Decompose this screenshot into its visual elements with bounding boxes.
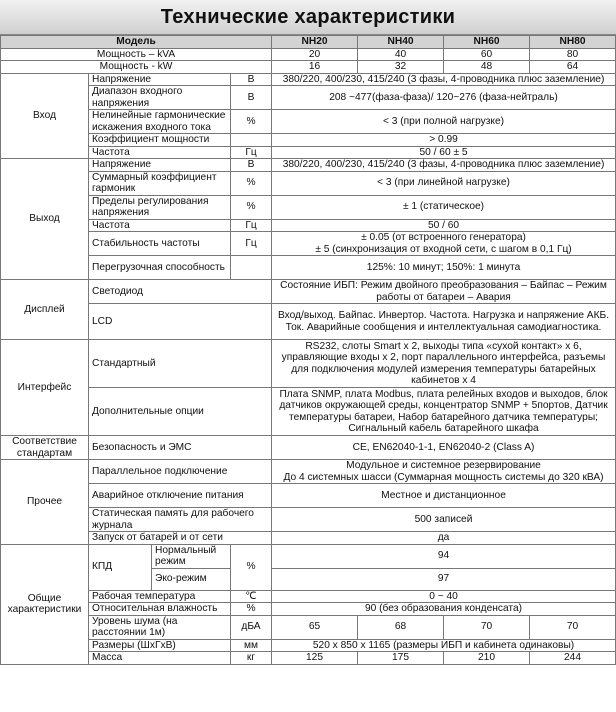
row-label: Напряжение <box>89 159 231 172</box>
row-value: < 3 (при линейной нагрузке) <box>272 171 616 195</box>
row-value: CE, EN62040-1-1, EN62040-2 (Class A) <box>272 436 616 460</box>
group-input: Вход <box>1 73 89 159</box>
row-value: ± 1 (статическое) <box>272 195 616 219</box>
row-label: Стандартный <box>89 340 272 388</box>
row-label: Статическая память для рабочего журнала <box>89 508 272 532</box>
table-row <box>1 388 616 436</box>
spec-table <box>0 35 616 665</box>
power-kw-value: 16 <box>272 61 358 74</box>
value-line: ± 5 (синхронизация от входной сети, с шагом в 0,1 Гц) <box>315 243 572 255</box>
mass-value: 244 <box>530 652 616 665</box>
group-other: Прочее <box>1 460 89 545</box>
row-unit: % <box>231 603 272 616</box>
row-value: < 3 (при полной нагрузке) <box>272 110 616 134</box>
row-value: 520 x 850 x 1165 (размеры ИБП и кабинета одинаковы) <box>272 639 616 652</box>
kpd-eco-value: 97 <box>272 568 616 590</box>
table-row <box>1 73 616 86</box>
table-row <box>1 508 616 532</box>
row-unit: В <box>231 159 272 172</box>
noise-value: 70 <box>530 615 616 639</box>
row-label: Относительная влажность <box>89 603 231 616</box>
kpd-unit: % <box>231 544 272 590</box>
table-row <box>1 484 616 508</box>
table-row <box>1 652 616 665</box>
row-value <box>272 460 616 484</box>
row-value: Местное и дистанционное <box>272 484 616 508</box>
row-label: Светодиод <box>89 280 272 304</box>
row-value <box>272 232 616 256</box>
row-value: RS232, слоты Smart x 2, выходы типа «сухой контакт» x 6, управляющие входы x 2, порт параллельного интерфейса, разъемы для подключения модулей измерения температуры батарейных кабинетов x 4 <box>272 340 616 388</box>
row-unit: кг <box>231 652 272 665</box>
row-label: Запуск от батарей и от сети <box>89 532 272 545</box>
power-kw-value: 64 <box>530 61 616 74</box>
row-value: Состояние ИБП: Режим двойного преобразования – Байпас – Режим работы от батареи – Авария <box>272 280 616 304</box>
row-label: LCD <box>89 304 272 340</box>
table-row <box>1 436 616 460</box>
noise-value: 65 <box>272 615 358 639</box>
table-row <box>1 134 616 147</box>
value-line: Модульное и системное резервирование <box>346 460 541 471</box>
power-kva-value: 20 <box>272 48 358 61</box>
row-label: Параллельное подключение <box>89 460 272 484</box>
kpd-eco-label: Эко-режим <box>152 568 231 590</box>
row-label: Рабочая температура <box>89 590 231 603</box>
row-value: 90 (без образования конденсата) <box>272 603 616 616</box>
row-value: > 0.99 <box>272 134 616 147</box>
row-label: Суммарный коэффициент гармоник <box>89 171 231 195</box>
row-label: Нелинейные гармонические искажения входного тока <box>89 110 231 134</box>
group-interface: Интерфейс <box>1 340 89 436</box>
row-value: да <box>272 532 616 545</box>
page-title: Технические характеристики <box>0 0 616 35</box>
row-label: Коэффициент мощности <box>89 134 231 147</box>
table-row <box>1 232 616 256</box>
noise-value: 70 <box>444 615 530 639</box>
table-row <box>1 639 616 652</box>
row-unit: дБА <box>231 615 272 639</box>
model-nh40: NH40 <box>358 36 444 49</box>
row-value: Вход/выход. Байпас. Инвертор. Частота. Нагрузка и напряжение АКБ. Ток. Аварийные сообщения и интеллектуальная самодиагностика. <box>272 304 616 340</box>
noise-value: 68 <box>358 615 444 639</box>
row-value: 380/220, 400/230, 415/240 (3 фазы, 4-проводника плюс заземление) <box>272 159 616 172</box>
kpd-normal-value: 94 <box>272 544 616 568</box>
row-label: Размеры (ШхГхВ) <box>89 639 231 652</box>
row-unit: мм <box>231 639 272 652</box>
row-label: Частота <box>89 146 231 159</box>
table-row <box>1 603 616 616</box>
row-unit: % <box>231 195 272 219</box>
row-value: 500 записей <box>272 508 616 532</box>
table-row <box>1 256 616 280</box>
row-label: Уровень шума (на расстоянии 1м) <box>89 615 231 639</box>
power-kva-value: 40 <box>358 48 444 61</box>
row-value: 380/220, 400/230, 415/240 (3 фазы, 4-проводника плюс заземление) <box>272 73 616 86</box>
row-label: Масса <box>89 652 231 665</box>
row-label: Аварийное отключение питания <box>89 484 272 508</box>
power-kva-value: 80 <box>530 48 616 61</box>
group-standards: Соответствие стандартам <box>1 436 89 460</box>
row-label: Напряжение <box>89 73 231 86</box>
row-value: 50 / 60 ± 5 <box>272 146 616 159</box>
row-unit: В <box>231 73 272 86</box>
mass-value: 175 <box>358 652 444 665</box>
table-row <box>1 460 616 484</box>
value-line: ± 0.05 (от встроенного генератора) <box>361 232 526 243</box>
kpd-normal-label: Нормальный режим <box>152 544 231 568</box>
table-row <box>1 590 616 603</box>
row-unit: В <box>231 86 272 110</box>
row-unit <box>231 256 272 280</box>
power-kva-value: 60 <box>444 48 530 61</box>
row-unit <box>231 134 272 147</box>
model-nh20: NH20 <box>272 36 358 49</box>
row-value: Плата SNMP, плата Modbus, плата релейных входов и выходов, блок датчиков окружающей среды, концентратор SNMP + 5портов, Датчик температуры батареи, Набор батарейного датчика температуры; Сигнальный кабель батарейного шкафа <box>272 388 616 436</box>
group-general: Общие характеристики <box>1 544 89 664</box>
power-kw-label: Мощность - kW <box>1 61 272 74</box>
table-row <box>1 159 616 172</box>
table-row <box>1 532 616 545</box>
table-row <box>1 86 616 110</box>
table-row <box>1 48 616 61</box>
group-display: Дисплей <box>1 280 89 340</box>
row-unit: Гц <box>231 232 272 256</box>
table-row <box>1 615 616 639</box>
row-label: Безопасность и ЭМС <box>89 436 272 460</box>
table-header-row <box>1 36 616 49</box>
power-kva-label: Мощность – kVA <box>1 48 272 61</box>
row-label: Пределы регулирования напряжения <box>89 195 231 219</box>
table-row <box>1 304 616 340</box>
power-kw-value: 48 <box>444 61 530 74</box>
row-unit: ℃ <box>231 590 272 603</box>
model-header: Модель <box>1 36 272 49</box>
row-value: 208 ~477(фаза-фаза)/ 120~276 (фаза-нейтраль) <box>272 86 616 110</box>
power-kw-value: 32 <box>358 61 444 74</box>
table-row <box>1 340 616 388</box>
row-value: 0 ~ 40 <box>272 590 616 603</box>
mass-value: 210 <box>444 652 530 665</box>
kpd-label: КПД <box>89 544 152 590</box>
table-row <box>1 110 616 134</box>
table-row <box>1 195 616 219</box>
table-row <box>1 171 616 195</box>
row-label: Частота <box>89 219 231 232</box>
row-label: Дополнительные опции <box>89 388 272 436</box>
value-line: До 4 системных шасси (Суммарная мощность системы до 320 кВА) <box>283 471 604 483</box>
row-label: Диапазон входного напряжения <box>89 86 231 110</box>
model-nh80: NH80 <box>530 36 616 49</box>
model-nh60: NH60 <box>444 36 530 49</box>
mass-value: 125 <box>272 652 358 665</box>
table-row <box>1 219 616 232</box>
row-unit: Гц <box>231 219 272 232</box>
row-value: 50 / 60 <box>272 219 616 232</box>
table-row <box>1 544 616 568</box>
row-unit: % <box>231 110 272 134</box>
row-label: Перегрузочная способность <box>89 256 231 280</box>
table-row <box>1 61 616 74</box>
row-label: Стабильность частоты <box>89 232 231 256</box>
row-value: 125%: 10 минут; 150%: 1 минута <box>272 256 616 280</box>
table-row <box>1 146 616 159</box>
table-row <box>1 280 616 304</box>
group-output: Выход <box>1 159 89 280</box>
row-unit: Гц <box>231 146 272 159</box>
row-unit: % <box>231 171 272 195</box>
